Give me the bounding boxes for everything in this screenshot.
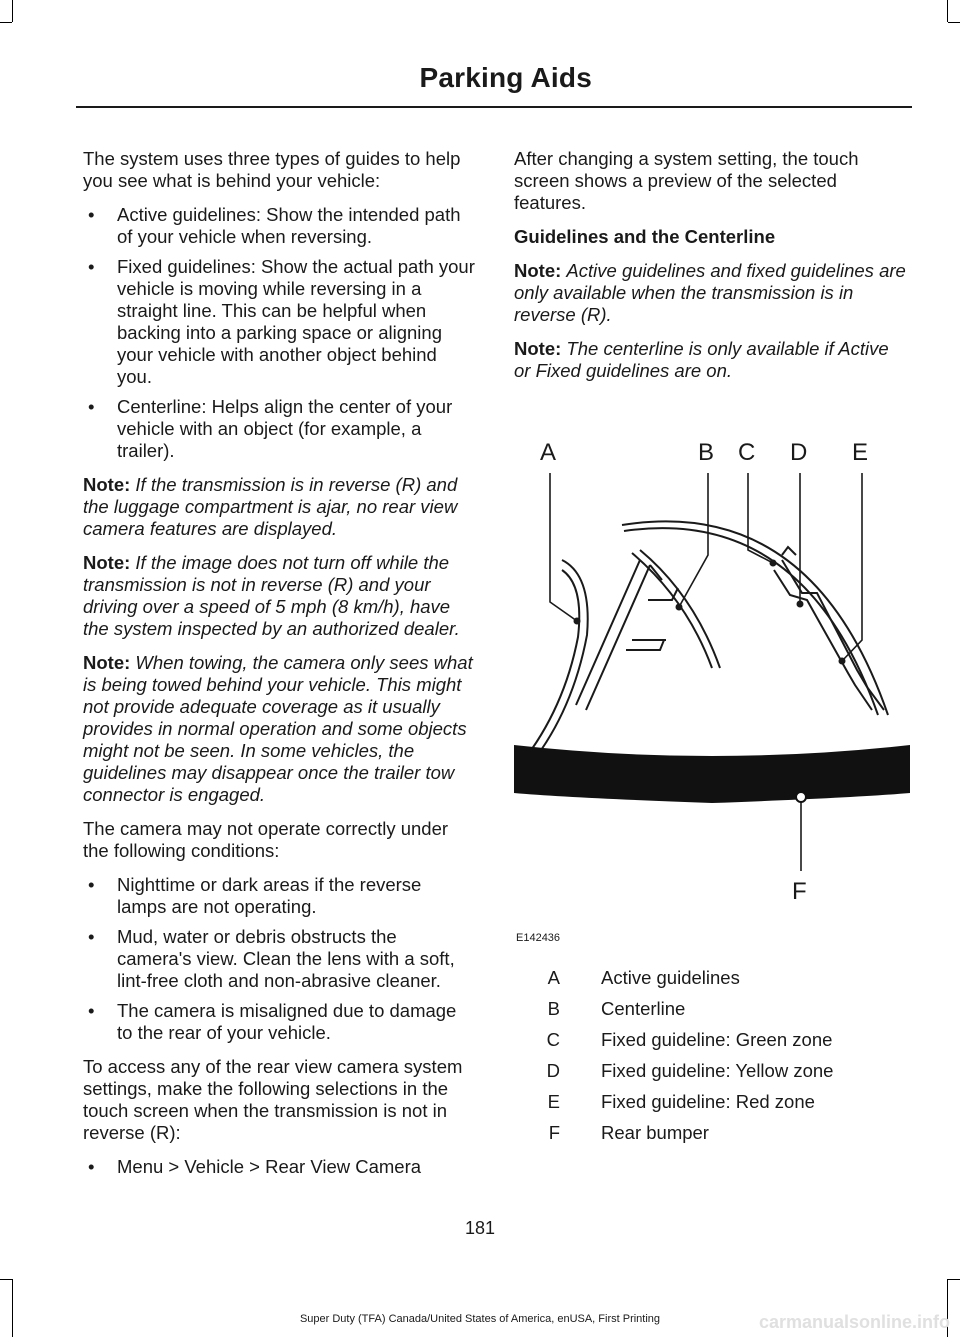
callout-dot-c: [770, 560, 777, 567]
legend-key: B: [547, 997, 560, 1019]
preview-paragraph: After changing a system setting, the touch screen shows a preview of the selected features.: [514, 148, 859, 213]
conditions-intro: The camera may not operate correctly under the following conditions:: [83, 818, 449, 861]
leader-line-b: [679, 473, 708, 607]
watermark: carmanualsonline.info: [758, 1312, 950, 1332]
callout-dot-b: [676, 604, 683, 611]
note-label: Note:: [514, 260, 562, 281]
guide-types-list: [83, 204, 475, 462]
diagram-label-d: D: [790, 439, 808, 466]
legend-text: Fixed guideline: Green zone: [601, 1028, 833, 1050]
legend-text: Rear bumper: [601, 1121, 709, 1143]
legend-text: Active guidelines: [601, 966, 740, 988]
legend-text: Fixed guideline: Red zone: [601, 1090, 815, 1112]
list-item: • The camera is misaligned due to damage to the rear of your vehicle.: [83, 1000, 475, 1044]
access-list: [83, 1156, 475, 1178]
leader-line-e: [842, 473, 862, 661]
crop-mark: [12, 1279, 13, 1337]
note: [514, 338, 908, 382]
crop-mark: [12, 0, 13, 22]
leader-line-c: [748, 473, 773, 563]
note-label: Note:: [83, 652, 131, 673]
leader-line-a: [550, 473, 577, 621]
callout-dot-a: [574, 618, 581, 625]
access-intro: To access any of the rear view camera system settings, make the following selections in the touch screen when the transmission is not in reverse (R):: [83, 1056, 463, 1143]
legend-key: E: [547, 1090, 560, 1112]
legend-key: D: [546, 1059, 560, 1081]
list-item: • Nighttime or dark areas if the reverse lamps are not operating.: [83, 874, 475, 918]
list-item: • Mud, water or debris obstructs the camera's view. Clean the lens with a soft, lint-free cloth and non-abrasive cleaner.: [83, 926, 475, 992]
note: [83, 652, 475, 806]
legend-row: [514, 1055, 833, 1086]
legend-row: [514, 962, 833, 993]
note: [83, 552, 475, 640]
active-guideline-left: [526, 560, 588, 770]
note-label: Note:: [514, 338, 562, 359]
callout-dot-f: [796, 792, 806, 802]
crop-mark: [0, 22, 12, 23]
legend-row: [514, 1117, 833, 1148]
rear-bumper: [514, 745, 910, 803]
legend-text: Centerline: [601, 997, 686, 1019]
note-text: If the image does not turn off while the transmission is not in reverse (R) and your driving over a speed of 5 mph (8 km/h), have the system inspected by an authorized dealer.: [83, 552, 460, 639]
conditions-list: [83, 874, 475, 1044]
legend-text: Fixed guideline: Yellow zone: [601, 1059, 834, 1081]
intro-paragraph: The system uses three types of guides to help you see what is behind your vehicle:: [83, 148, 461, 191]
crop-mark: [948, 22, 960, 23]
fixed-guideline-arc-inner: [624, 528, 878, 715]
right-column: [514, 148, 908, 394]
callout-dot-e: [839, 658, 846, 665]
list-item: • Active guidelines: Show the intended path of your vehicle when reversing.: [83, 204, 475, 248]
note-text: When towing, the camera only sees what is being towed behind your vehicle. This might not provide adequate coverage as it usually provides in normal operation and some objects might not be seen. In some vehicles, the guidelines may disappear once the trailer tow connector is engaged.: [83, 652, 473, 805]
note-label: Note:: [83, 552, 131, 573]
diagram-label-f: F: [792, 878, 807, 905]
note: [83, 474, 475, 540]
fixed-guideline-right-inner: [774, 570, 872, 710]
diagram-label-e: E: [852, 439, 869, 466]
note-label: Note:: [83, 474, 131, 495]
note-text: The centerline is only available if Active or Fixed guidelines are on.: [514, 338, 889, 381]
diagram-legend: [514, 962, 833, 1148]
header-divider: [76, 106, 912, 108]
diagram-label-c: C: [738, 439, 756, 466]
fixed-guideline-right: [782, 560, 884, 710]
list-item: • Centerline: Helps align the center of your vehicle with an object (for example, a trailer).: [83, 396, 475, 462]
crop-mark: [947, 0, 948, 22]
section-heading: Guidelines and the Centerline: [514, 226, 776, 247]
crop-mark: [0, 1279, 12, 1280]
figure-id: E142436: [516, 932, 561, 944]
callout-dot-d: [797, 601, 804, 608]
diagram-label-a: A: [540, 439, 557, 466]
note-text: Active guidelines and fixed guidelines are only available when the transmission is in reverse (R).: [514, 260, 906, 325]
note: [514, 260, 908, 326]
legend-row: [514, 993, 833, 1024]
legend-key: C: [546, 1028, 560, 1050]
legend-row: [514, 1086, 833, 1117]
page-number: 181: [464, 1218, 496, 1238]
crop-mark: [948, 1279, 960, 1280]
page-title: Parking Aids: [419, 62, 592, 93]
legend-key: F: [548, 1121, 560, 1143]
footer-text: Super Duty (TFA) Canada/United States of America, enUSA, First Printing: [299, 1313, 661, 1325]
list-item: • Fixed guidelines: Show the actual path your vehicle is moving while reversing in a straight line. This can be helpful when backing into a parking space or aligning your vehicle with another object behind you.: [83, 256, 475, 388]
list-item: • Menu > Vehicle > Rear View Camera: [83, 1156, 475, 1178]
left-column: [83, 148, 475, 1190]
zone-tick: [626, 640, 666, 650]
note-text: If the transmission is in reverse (R) and the luggage compartment is ajar, no rear view camera features are displayed.: [83, 474, 458, 539]
zone-tick: [782, 547, 796, 555]
legend-key: A: [547, 966, 560, 988]
guidelines-diagram: [512, 425, 912, 945]
zone-tick: [648, 588, 678, 600]
legend-row: [514, 1024, 833, 1055]
diagram-label-b: B: [698, 439, 715, 466]
